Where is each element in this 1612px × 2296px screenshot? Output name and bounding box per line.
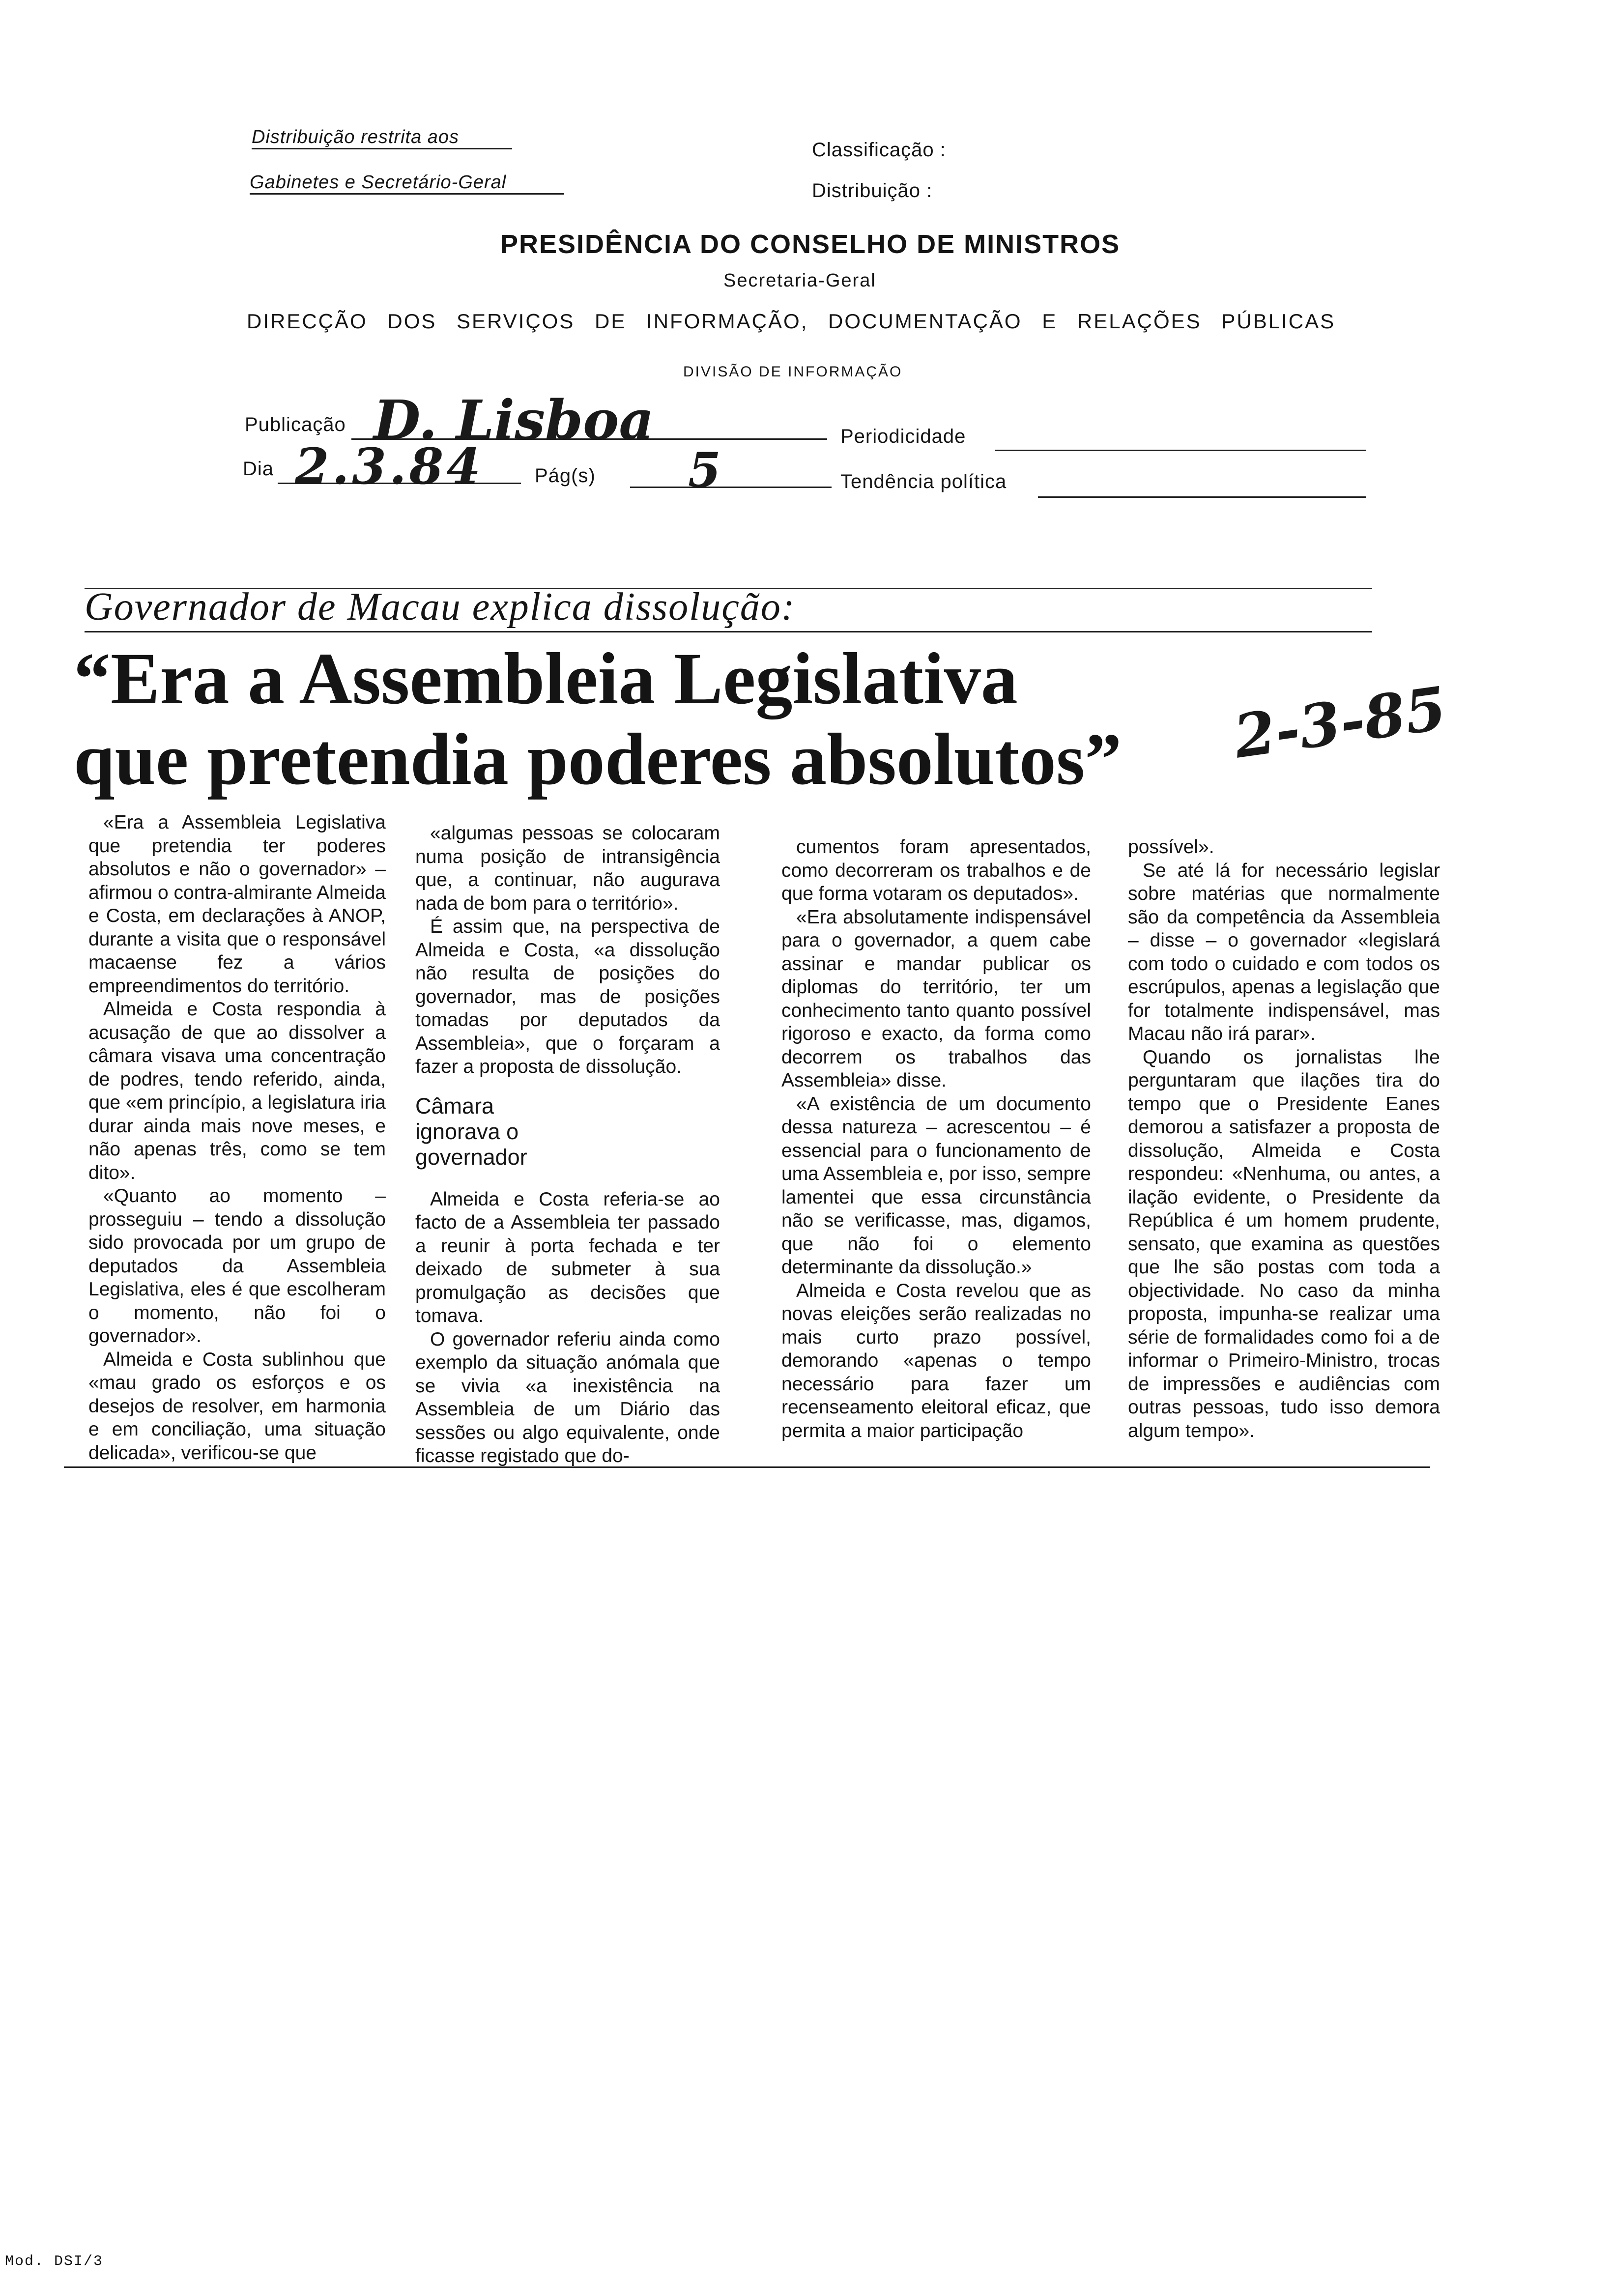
handwritten-date-note: 2-3-85 bbox=[1230, 673, 1451, 772]
headline-line1: “Era a Assembleia Legislativa bbox=[74, 638, 1018, 719]
tendencia-label: Tendência política bbox=[840, 471, 1007, 492]
article-column-4 bbox=[1128, 835, 1440, 1442]
pags-label: Pág(s) bbox=[535, 465, 596, 487]
col1-paragraph-1: «Era a Assembleia Legislativa que pretendia ter poderes absolutos e não o governador» – afirmou o contra-almirante Almeida e Costa, em declarações à ANOP, durante a visita que o responsável macaense fez a vários empreendimentos do território. bbox=[88, 812, 386, 997]
publicacao-handwritten: D. Lisboa bbox=[374, 388, 654, 452]
headline-line2: que pretendia poderes absolutos” bbox=[74, 718, 1122, 800]
col2-paragraph-2: É assim que, na perspectiva de Almeida e Costa, «a dissolução não resulta de posições do governador, mas de posições tomadas por deputados da Assembleia», que o forçaram a fazer a proposta de dissolução. bbox=[415, 916, 720, 1077]
kicker-rule bbox=[85, 631, 1372, 632]
tendencia-line bbox=[1038, 496, 1366, 498]
org-subtitle: Secretaria-Geral bbox=[723, 270, 876, 291]
col1-paragraph-4: Almeida e Costa sublinhou que «mau grado os esforços e os desejos de resolver, em harmonia e em conciliação, uma situação delicada», verificou-se que bbox=[88, 1349, 386, 1464]
article-kicker: Governador de Macau explica dissolução: bbox=[85, 585, 796, 629]
col2-paragraph-4: O governador referiu ainda como exemplo da situação anómala que se vivia «a inexistência na Assembleia de um Diário das sessões ou algo equivalente, onde ficasse registado que do- bbox=[415, 1328, 720, 1466]
distribution-notice-line1: Distribuição restrita aos bbox=[252, 127, 512, 149]
distribution-notice-line2: Gabinetes e Secretário-Geral bbox=[250, 172, 564, 195]
col3-paragraph-2: «Era absolutamente indispensável para o governador, a quem cabe assinar e mandar publicar os diplomas do território, ter um conhecimento tanto quanto possível rigoroso e exacto, da forma como decorrem os trabalhos das Assembleia» disse. bbox=[781, 906, 1091, 1091]
col4-paragraph-3: Quando os jornalistas lhe perguntaram que ilações tira do tempo que o Presidente Eanes demorou a satisfazer a proposta de dissolução, Almeida e Costa respondeu: «Nenhuma, ou antes, a ilação evidente, o Presidente da República é um homem prudente, sensato, que examina as questões que lhe são postas com toda a objectividade. No caso da minha proposta, impunha-se realizar uma série de formalidades como foi a de informar o Primeiro-Ministro, trocas de impressões e audiências com outras pessoas, tudo isso demora algum tempo». bbox=[1128, 1046, 1440, 1441]
directorate-line: DIRECÇÃO DOS SERVIÇOS DE INFORMAÇÃO, DOCUMENTAÇÃO E RELAÇÕES PÚBLICAS bbox=[247, 310, 1336, 333]
kicker-rule-top bbox=[85, 588, 1372, 589]
article-subhead: Câmara ignorava o governador bbox=[415, 1093, 527, 1170]
article-column-1 bbox=[88, 811, 386, 1464]
dia-handwritten: 2.3.84 bbox=[295, 437, 484, 495]
dia-label: Dia bbox=[243, 458, 274, 480]
col1-paragraph-3: «Quanto ao momento – prosseguiu – tendo a dissolução sido provocada por um grupo de deputados da Assembleia Legislativa, eles é que escolheram o momento, não foi o governador». bbox=[88, 1185, 386, 1347]
article-bottom-rule bbox=[64, 1466, 1430, 1468]
distribuicao-label: Distribuição : bbox=[812, 180, 933, 201]
classificacao-label: Classificação : bbox=[812, 139, 946, 161]
col1-paragraph-2: Almeida e Costa respondia à acusação de que ao dissolver a câmara visava uma concentração de podres, tendo referido, ainda, que «em princípio, a legislatura iria durar ainda mais nove meses, e não apenas três, como se tem dito». bbox=[88, 999, 386, 1183]
periodicidade-line bbox=[995, 450, 1366, 451]
periodicidade-label: Periodicidade bbox=[840, 426, 966, 447]
col4-paragraph-2: Se até lá for necessário legislar sobre matérias que normalmente são da competência da Assembleia – disse – o governador «legislará com todo o cuidado e com todos os escrúpulos, apenas a legislação que for totalmente indispensável, mas Macau não irá parar». bbox=[1128, 860, 1440, 1044]
publicacao-label: Publicação bbox=[245, 414, 346, 435]
col4-paragraph-1: possível». bbox=[1128, 836, 1214, 858]
pags-line bbox=[630, 487, 832, 488]
col2-paragraph-3: Almeida e Costa referia-se ao facto de a Assembleia ter passado a reunir à porta fechada e ter deixado de submeter à sua promulgação as decisões que tomava. bbox=[415, 1188, 720, 1326]
form-code: Mod. DSI/3 bbox=[5, 2253, 104, 2270]
col2-paragraph-1: «algumas pessoas se colocaram numa posição de intransigência que, a continuar, não augurava nada de bom para o território». bbox=[415, 823, 720, 914]
article-column-2 bbox=[415, 822, 720, 1468]
col3-paragraph-4: Almeida e Costa revelou que as novas eleições serão realizadas no mais curto prazo possível, demorando «apenas o tempo necessário para fazer um recenseamento eleitoral eficaz, que permita a maior participação bbox=[781, 1280, 1091, 1441]
article-column-3 bbox=[781, 835, 1091, 1442]
col3-paragraph-3: «A existência de um documento dessa natureza – acrescentou – é essencial para o funcionamento de uma Assembleia e, por isso, sempre lamentei que essa circunstância não se verificasse, mas, digamos, que não foi o elemento determinante da dissolução.» bbox=[781, 1093, 1091, 1278]
org-title: PRESIDÊNCIA DO CONSELHO DE MINISTROS bbox=[500, 230, 1121, 259]
division-line: DIVISÃO DE INFORMAÇÃO bbox=[683, 364, 903, 380]
col3-paragraph-1: cumentos foram apresentados, como decorreram os trabalhos e de que forma votaram os deputados». bbox=[781, 836, 1091, 904]
pags-handwritten: 5 bbox=[688, 442, 721, 498]
